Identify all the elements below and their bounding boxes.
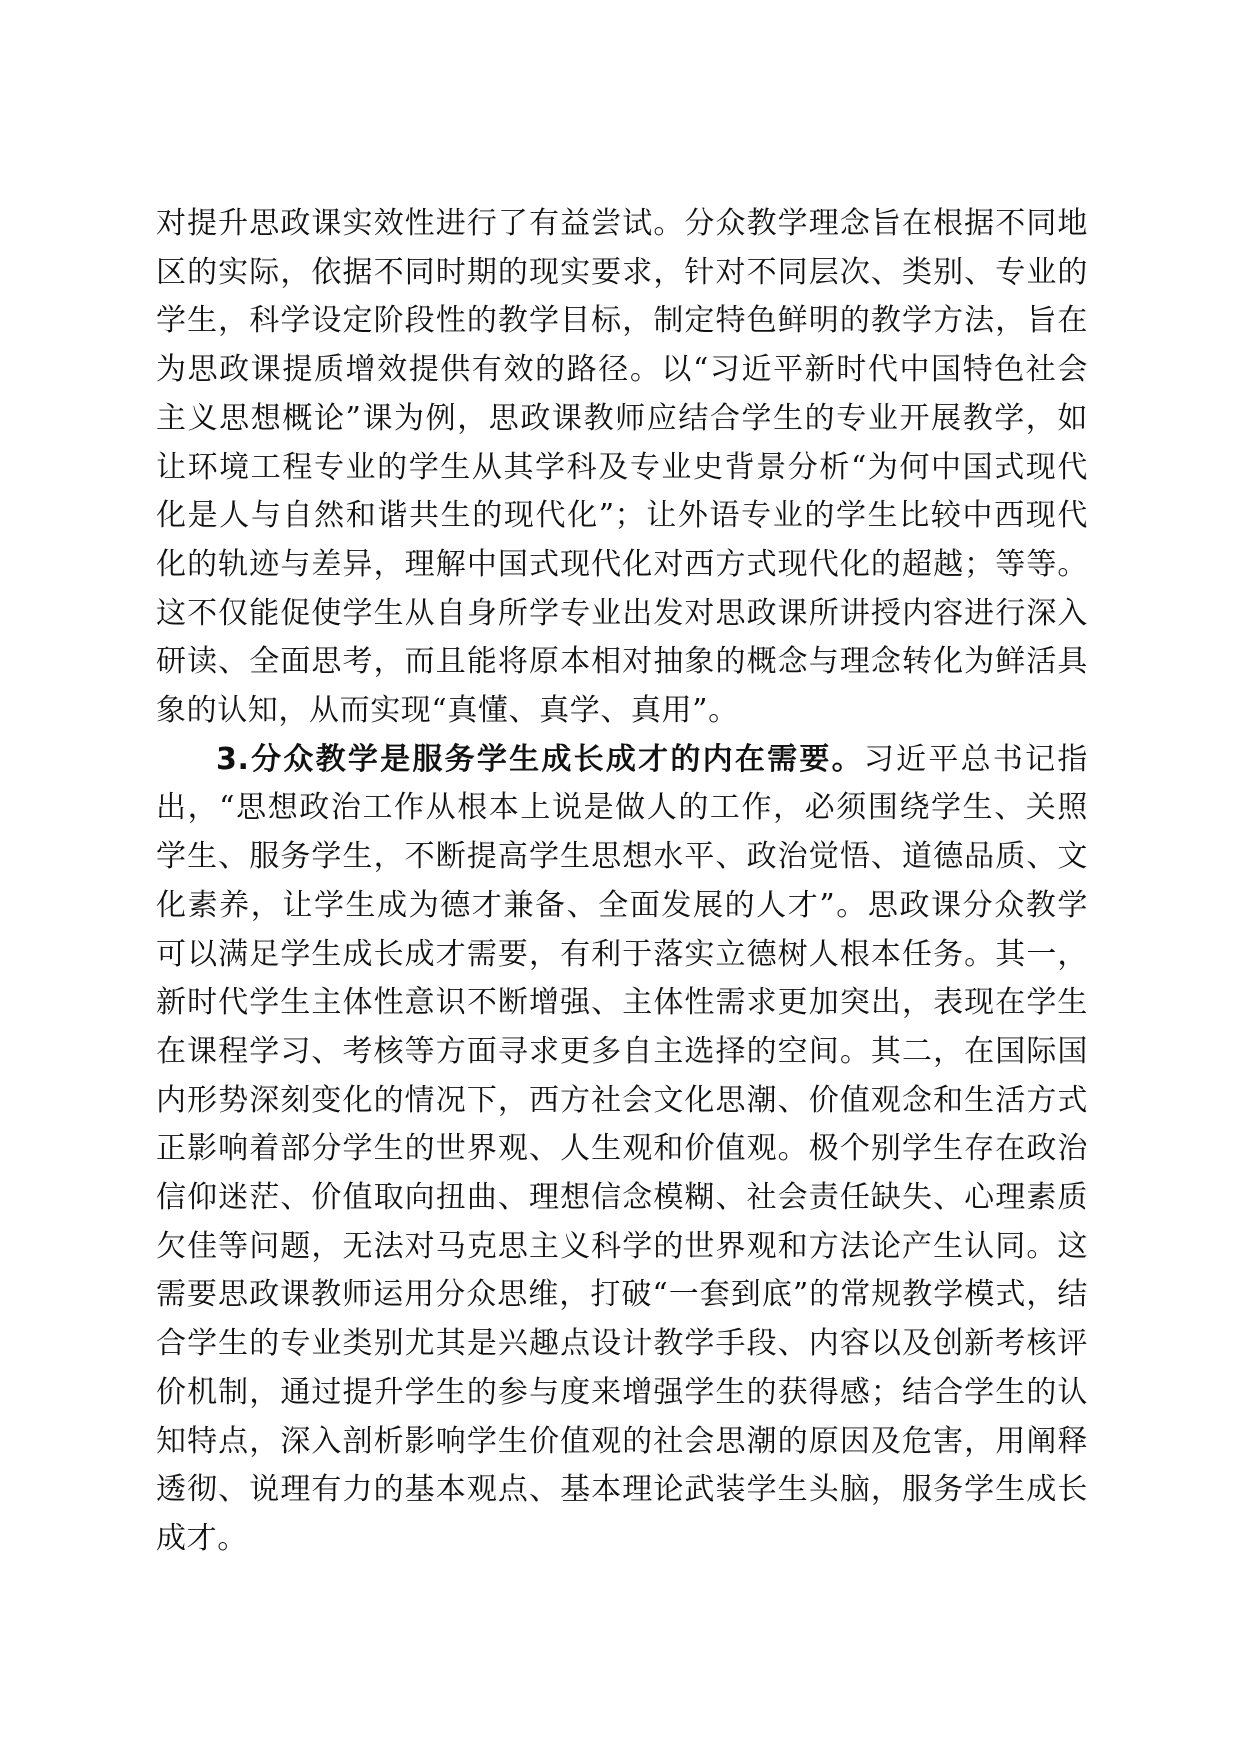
section-body: 习近平总书记指出，“思想政治工作从根本上说是做人的工作，必须围绕学生、关照学生、服务学生，不断提高学生思想水平、政治觉悟、道德品质、文化素养，让学生成为德才兼备、全面发展的人才”。思政课分众教学可以满足学生成长成才需要，有利于落实立德树人根本任务。其一，新时代学生主体性意识不断增强、主体性需求更加突出，表现在学生在课程学习、考核等方面寻求更多自主选择的空间。其二，在国际国内形势深刻变化的情况下，西方社会文化思潮、价值观念和生活方式正影响着部分学生的世界观、人生观和价值观。极个别学生存在政治信仰迷茫、价值取向扭曲、理想信念模糊、社会责任缺失、心理素质欠佳等问题，无法对马克思主义科学的世界观和方法论产生认同。这需要思政课教师运用分众思维，打破“一套到底”的常规教学模式，结合学生的专业类别尤其是兴趣点设计教学手段、内容以及创新考核评价机制，通过提升学生的参与度来增强学生的获得感；结合学生的认知特点，深入剖析影响学生价值观的社会思潮的原因及危害，用阐释透彻、说理有力的基本观点、基本理论武装学生头脑，服务学生成长成才。 bbox=[156, 741, 1088, 1556]
paragraph-continued: 对提升思政课实效性进行了有益尝试。分众教学理念旨在根据不同地区的实际，依据不同时期的现实要求，针对不同层次、类别、专业的学生，科学设定阶段性的教学目标，制定特色鲜明的教学方法，旨在为思政课提质增效提供有效的路径。以“习近平新时代中国特色社会主义思想概论”课为例，思政课教师应结合学生的专业开展教学，如让环境工程专业的学生从其学科及专业史背景分析“为何中国式现代化是人与自然和谐共生的现代化”；让外语专业的学生比较中西现代化的轨迹与差异，理解中国式现代化对西方式现代化的超越；等等。这不仅能促使学生从自身所学专业出发对思政课所讲授内容进行深入研读、全面思考，而且能将原本相对抽象的概念与理念转化为鲜活具象的认知，从而实现“真懂、真学、真用”。 bbox=[156, 206, 1088, 729]
paragraph-section-3 bbox=[156, 736, 1088, 1564]
body-text bbox=[156, 200, 1088, 1564]
section-heading: 3.分众教学是服务学生成长成才的内在需要。 bbox=[216, 741, 864, 777]
